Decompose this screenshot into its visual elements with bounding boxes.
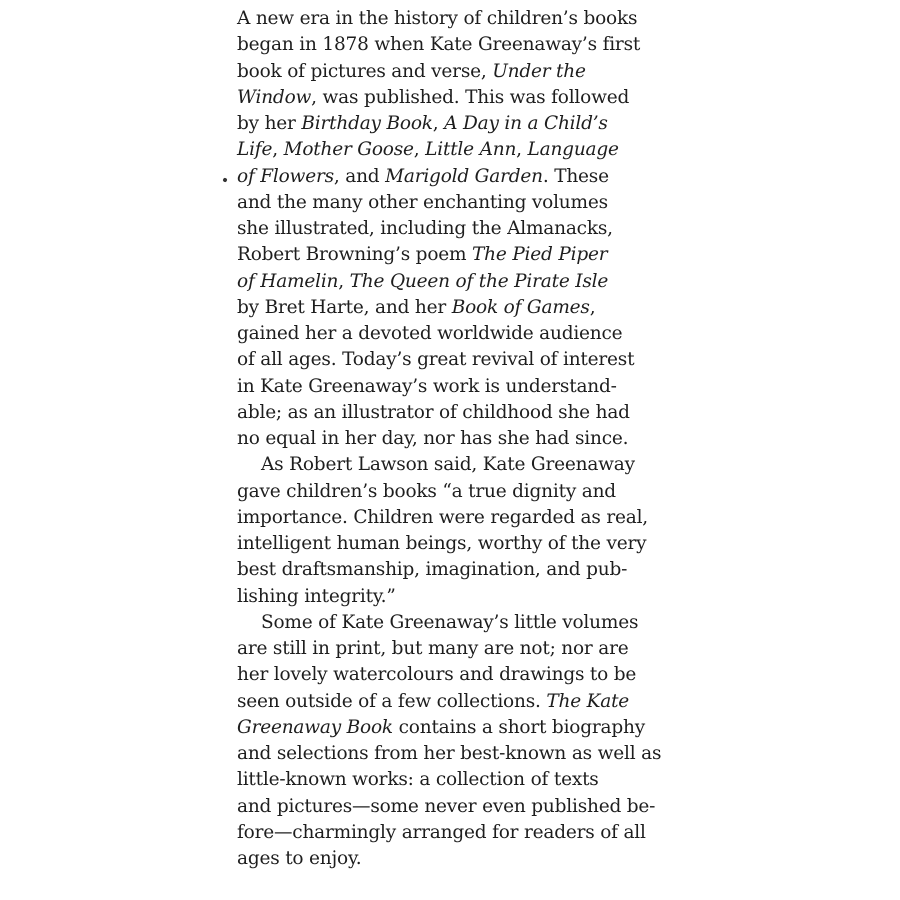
body-text: ,	[413, 139, 426, 161]
text-line	[237, 190, 677, 216]
body-text: by Bret Harte, and her	[237, 296, 452, 318]
description-text	[237, 6, 677, 872]
text-line	[237, 321, 677, 347]
body-text: , and	[333, 165, 386, 187]
text-line	[237, 636, 677, 662]
text-line	[237, 505, 677, 531]
text-line	[237, 610, 677, 636]
body-text: ,	[272, 139, 284, 161]
body-text: best draftsmanship, imagination, and pub-	[237, 559, 628, 581]
title-text: of Flowers	[237, 165, 334, 187]
text-line	[237, 164, 677, 190]
text-line	[237, 111, 677, 137]
text-line	[237, 295, 677, 321]
text-line	[237, 479, 677, 505]
text-line	[237, 557, 677, 583]
title-text: The Pied Piper	[472, 244, 608, 266]
body-text: Robert Browning’s poem	[237, 244, 473, 266]
text-line	[237, 584, 677, 610]
body-text: Some of Kate Greenaway’s little volumes	[261, 611, 639, 633]
body-text: in Kate Greenaway’s work is understand-	[237, 375, 617, 397]
body-text: able; as an illustrator of childhood she had	[237, 401, 630, 423]
text-line	[237, 820, 677, 846]
body-text: intelligent human beings, worthy of the very	[237, 533, 647, 554]
body-text: by her	[237, 113, 302, 134]
text-line	[237, 374, 677, 400]
text-line	[237, 347, 677, 373]
text-line	[237, 531, 677, 557]
body-text: she illustrated, including the Almanacks,	[237, 218, 613, 239]
body-text: A new era in the history of children’s books	[237, 8, 638, 29]
title-text: Book of Games	[451, 296, 590, 318]
body-text: As Robert Lawson said, Kate Greenaway	[261, 454, 635, 476]
title-text: Language	[527, 139, 619, 161]
title-text: Mother Goose	[283, 139, 414, 161]
text-line	[237, 794, 677, 820]
text-line	[237, 6, 677, 32]
title-text: A Day in a Child’s	[444, 113, 608, 134]
body-text: ,	[516, 139, 528, 161]
paragraph-3	[237, 610, 677, 873]
body-text: no equal in her day, nor has she had since.	[237, 428, 629, 449]
body-text: seen outside of a few collections.	[237, 690, 547, 712]
text-line	[237, 689, 677, 715]
body-text: ages to enjoy.	[237, 848, 362, 869]
text-line	[237, 269, 677, 295]
title-text: Under the	[492, 60, 586, 82]
body-text: fore—charmingly arranged for readers of all	[237, 821, 646, 843]
text-line	[237, 426, 677, 452]
title-text: Little Ann	[425, 139, 517, 161]
text-line	[237, 452, 677, 478]
body-text: of all ages. Today’s great revival of interest	[237, 349, 635, 371]
body-text: little-known works: a collection of texts	[237, 769, 599, 791]
paragraph-1	[237, 6, 677, 452]
text-line	[237, 32, 677, 58]
title-text: Birthday Book	[301, 113, 433, 134]
title-text: The Kate	[546, 690, 630, 712]
body-text: began in 1878 when Kate Greenaway’s first	[237, 34, 641, 56]
ink-speck	[222, 177, 227, 182]
text-line	[237, 767, 677, 793]
title-text: Window	[237, 86, 312, 108]
body-text: ,	[589, 296, 596, 318]
body-text: and selections from her best-known as well as	[237, 743, 662, 764]
body-text: and the many other enchanting volumes	[237, 191, 608, 213]
body-text: ,	[338, 270, 350, 292]
paragraph-2	[237, 452, 677, 610]
text-line	[237, 400, 677, 426]
body-text: ,	[432, 113, 445, 134]
body-text: and pictures—some never even published be-	[237, 795, 656, 817]
text-line	[237, 216, 677, 242]
text-line	[237, 662, 677, 688]
body-text: her lovely watercolours and drawings to be	[237, 664, 637, 686]
text-line	[237, 715, 677, 741]
text-line	[237, 85, 677, 111]
body-text: importance. Children were regarded as real,	[237, 506, 648, 528]
text-line	[237, 59, 677, 85]
title-text: Life	[237, 139, 273, 161]
body-text: are still in print, but many are not; nor are	[237, 638, 629, 659]
text-line	[237, 137, 677, 163]
title-text: The Queen of the Pirate Isle	[349, 270, 609, 292]
title-text: of Hamelin	[237, 270, 339, 292]
title-text: Greenaway Book	[237, 716, 393, 738]
body-text: book of pictures and verse,	[237, 60, 493, 82]
body-text: gained her a devoted worldwide audience	[237, 323, 623, 344]
text-line	[237, 242, 677, 268]
body-text: gave children’s books “a true dignity and	[237, 480, 616, 502]
body-text: . These	[542, 165, 609, 187]
body-text: contains a short biography	[392, 716, 645, 738]
body-text: , was published. This was followed	[311, 86, 630, 108]
title-text: Marigold Garden	[385, 165, 543, 187]
text-line	[237, 741, 677, 767]
text-line	[237, 846, 677, 872]
body-text: lishing integrity.”	[237, 585, 396, 607]
